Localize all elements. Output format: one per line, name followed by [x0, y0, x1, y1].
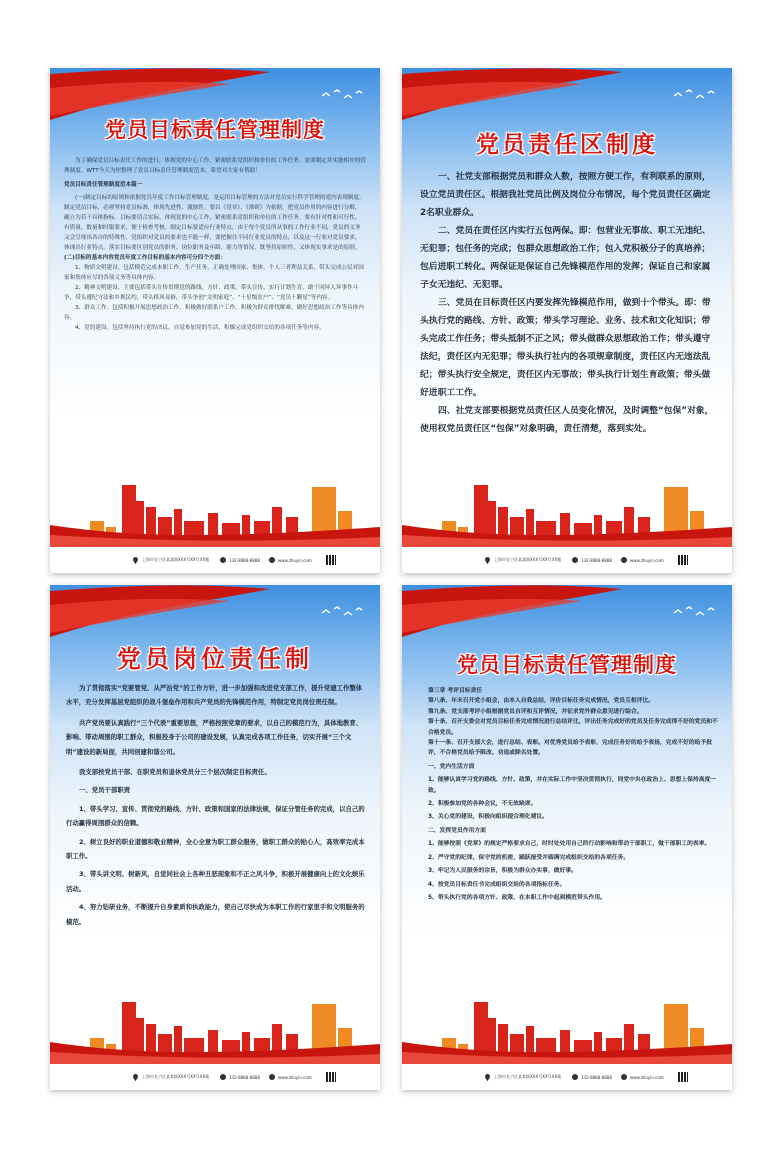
- body-paragraph: 4、按党员目标责任书完成组织交给的各项指标任务。: [428, 881, 566, 888]
- poster-body: [66, 681, 366, 929]
- footer-website: www.zhuyin.com: [630, 557, 664, 563]
- location-pin-icon: [132, 1074, 139, 1081]
- qr-code-icon: [326, 1072, 336, 1082]
- poster-2: [402, 68, 732, 573]
- location-pin-icon: [484, 1074, 491, 1081]
- body-paragraph: 2、积极参加党的各种会议，不无故缺席。: [428, 801, 537, 808]
- section-heading: 一、党员干部职责: [79, 786, 131, 795]
- qr-code-icon: [326, 555, 336, 565]
- footer-phone: 132-8888-8888: [229, 557, 260, 563]
- city-skyline-decoration: [50, 477, 380, 547]
- qr-code-icon: [678, 555, 688, 565]
- location-pin-icon: [484, 557, 491, 564]
- body-paragraph: 为了确保党员目标责任工作的进行，体现党的中心工作，紧密联系党组织和单位的工作任务，需要制定并实施相应的管理制度。WTT今天为你整理了党员目标责任管理制度范本，希望对大家有帮助！: [64, 158, 366, 174]
- body-paragraph: 5、带头执行党的各项方针、政策，在本职工作中起到模范带头作用。: [428, 894, 606, 901]
- qr-code-icon: [678, 1072, 688, 1082]
- body-paragraph: 第十一条、召开支部大会，进行总结、表彰。对优秀党员给予表彰，完成任务好的给予表扬，完成不好的给予批评，不合格党员给予限改、劝退或除名处置。: [428, 740, 713, 757]
- body-paragraph: 三、党员在目标责任区内要发挥先锋模范作用，做到十个带头。即：带头执行党的路线、方针、政策；带头学习理论、业务、技术和文化知识；带头完成工作任务；带头抵制不正之风；带头做群众思想政治工作；带头遵守法纪，责任区内无犯罪；带头执行社内的各项规章制度，责任区内无违法乱纪；带头执行安全规定，责任区内无事故；带头执行计划生育政策；带头做好进职工工作。: [420, 298, 711, 398]
- body-paragraph: 一、社党支部根据党员和群众人数，按照方便工作，有利联系的原则，设立党员责任区。根据我社党员比例及岗位分布情况，每个党员责任区确定2名职业群众。: [420, 172, 711, 218]
- body-paragraph: 3、牢记为人民服务的宗旨，积极为群众办实事，做好事。: [428, 868, 577, 875]
- globe-icon: [269, 557, 275, 563]
- section-heading: 党员目标责任管理制度范本篇一: [64, 182, 143, 188]
- poster-footer: [50, 547, 380, 573]
- body-paragraph: 二、党员在责任区内实行五包两保。即：包营业无事故、职工无违纪、无犯罪；包任务的完成；包群众思想政治工作；包入党积极分子的真培养；包后进职工转化。两保证是保证自己先锋模范作用的发挥；保证自己和家属子女无违纪、无犯罪。: [420, 226, 711, 290]
- footer-website: www.zhuyin.com: [278, 1074, 312, 1080]
- footer-phone: 132-8888-8888: [581, 557, 612, 563]
- body-paragraph: 3、群众工作。包括积极开展思想政治工作，积极做好联系户工作，积极为群众排忧解难，做好思想政治工作等具体内容。: [64, 305, 364, 321]
- body-paragraph: 4、党的建设。包括坚持执行党的决议，自觉参加党的生活，积极完成党组织交给的各项任务等内容。: [75, 325, 325, 331]
- birds-icon: [672, 605, 718, 625]
- body-paragraph: 2、精神文明建设。主要包括带头宣传贯彻党的路线、方针、政策，带头宣传、实行计划生育，敢于同坏人坏事作斗争，带头遵纪守法和乡规民约，带头移风易俗，带头争创“文明家庭”、“十星级农户”、“党员十颗星”等内容。: [64, 285, 359, 301]
- body-paragraph: 3、关心党的建设，积极向组织提合理化建议。: [428, 814, 548, 821]
- body-paragraph: 第九条、党支部考评小组根据党员自评和互评情况，并征求党外群众意见进行综合。: [428, 708, 643, 715]
- city-skyline-decoration: [50, 994, 380, 1064]
- section-heading: 第三章 考评目标责任: [428, 688, 483, 694]
- poster-1: [50, 68, 380, 573]
- section-heading: 一、党内生活方面: [428, 763, 475, 770]
- poster-4: [402, 585, 732, 1090]
- poster-body: [428, 686, 718, 903]
- page-title: 党员岗位责任制: [117, 645, 313, 673]
- poster-footer: [402, 547, 732, 573]
- section-heading: (二)目标的基本内容党员年度工作目标的基本内容可分四个方面：: [64, 255, 226, 261]
- globe-icon: [269, 1074, 275, 1080]
- footer-phone: 132-8888-8888: [229, 1074, 260, 1080]
- body-paragraph: 第十条、召开支委会对党员目标任务完成情况进行总结评比，评出任务完成好的党员及任务完成得不好的党员和不合格党员。: [428, 719, 718, 736]
- poster-footer: [50, 1064, 380, 1090]
- body-paragraph: 四、社党支部要根据党员责任区人员变化情况，及时调整“包保”对象，使用权党员责任区“包保”对象明确，责任清楚，落到实处。: [420, 406, 714, 434]
- phone-icon: [220, 1074, 226, 1080]
- poster-3: [50, 585, 380, 1090]
- body-paragraph: 为了贯彻落实“党要管党、从严治党”的工作方针，进一步加强和改进党支部工作，提升党建工作整体水平，充分发挥基层党组织的战斗堡垒作用和共产党员的先锋模范作用，特制定党员岗位责任制。: [66, 684, 363, 707]
- body-paragraph: (一)制定目标的原则和依据党员年度工作目标管理制度，是运用目标管理的方法对党员实行科学管理的党内表现制度。制定党员目标，必须坚持党员标准，体现先进性、激励性。要以《党章》、《准则》为依据，把党员作用的内容进行分解，确立为若干具体指标。目标要切合实际，体现党的中心工作，紧密联系党组织和单位的工作任务。要有针对性和可行性，有质量、数量和时限要求，便于检查考核。制定目标要适应行业特点，由于每个党员所从事的工作行业不同，党员的义务又会呈现出各自的特殊性，党组织对党员的要求也不能一样，要把握住不同行业党员的特点，以及这一行业对党员要求，体现出行业特点。落实目标要区别党员的职务、岗位职务及年龄、能力等情况，既坚持原则性，又体现实事求是的原则。: [64, 195, 365, 251]
- phone-icon: [220, 557, 226, 563]
- footer-address: 上海市长宁区某某路XXX号XX号XX楼: [494, 1074, 562, 1079]
- poster-body: [64, 156, 366, 333]
- phone-icon: [572, 1074, 578, 1080]
- birds-icon: [320, 605, 366, 625]
- page-title: 党员责任区制度: [476, 132, 658, 158]
- body-paragraph: 1、能够按照《党章》的规定严格要求自己，时时处处用自己的行动影响和带动干部职工，做干部职工的表率。: [428, 841, 711, 848]
- footer-address: 上海市长宁区某某路XXX号XX号XX楼: [142, 1074, 210, 1079]
- body-paragraph: 2、树立良好的职业道德和敬业精神，全心全意为职工群众服务，做职工群众的贴心人，高效率完成本职工作。: [66, 837, 365, 861]
- body-paragraph: 我支部按党员干部、在职党员和退休党员分三个层次制定目标责任。: [79, 768, 271, 777]
- birds-icon: [320, 88, 366, 108]
- footer-website: www.zhuyin.com: [278, 557, 312, 563]
- body-paragraph: 第八条、年末召开党小组会，由本人自我总结，评价目标任务完成情况，党员互相评比。: [428, 698, 655, 705]
- body-paragraph: 共产党员要认真践行“三个代表”重要思想，严格按照党章的要求，以自己的模范行为，具体地教育、影响、带动周围的职工群众，积极投身于公司的建设发展，认真完成各项工作任务，切实开展“三个文明”建设的新局面，共同创建和谐公司。: [66, 718, 363, 756]
- body-paragraph: 1、物质文明建设。包括模范完成本职工作、生产任务，正确处理国家、集体、个人三者利益关系，带头完成公民对国家和集体应尽的各项义务等具体内容。: [64, 265, 364, 281]
- footer-phone: 132-8888-8888: [581, 1074, 612, 1080]
- body-paragraph: 3、带头讲文明、树新风，自觉同社会上各种丑恶现象和不正之风斗争，积极开展健康向上的文化娱乐活动。: [66, 870, 365, 893]
- poster-body: [420, 168, 716, 438]
- section-heading: 二、发挥党员作用方面: [428, 827, 486, 834]
- page-title: 党员目标责任管理制度: [457, 653, 677, 677]
- birds-icon: [672, 88, 718, 108]
- body-paragraph: 2、严守党的纪律，保守党的机密，踊跃接受并圆满完成组织交给的各项任务。: [428, 854, 630, 861]
- phone-icon: [572, 557, 578, 563]
- city-skyline-decoration: [402, 477, 732, 547]
- poster-footer: [402, 1064, 732, 1090]
- city-skyline-decoration: [402, 994, 732, 1064]
- footer-address: 上海市长宁区某某路XXX号XX号XX楼: [142, 557, 210, 562]
- location-pin-icon: [132, 557, 139, 564]
- globe-icon: [621, 1074, 627, 1080]
- footer-address: 上海市长宁区某某路XXX号XX号XX楼: [494, 557, 562, 562]
- page-title: 党员目标责任管理制度: [105, 118, 325, 142]
- globe-icon: [621, 557, 627, 563]
- body-paragraph: 1、能够认真学习党的路线、方针、政策，并在实际工作中坚决贯彻执行，同党中央在政治上、思想上保持高度一致。: [428, 777, 717, 794]
- footer-website: www.zhuyin.com: [630, 1074, 664, 1080]
- body-paragraph: 1、带头学习、宣传、贯彻党的路线、方针、政策和国家的法律法规，保证分管任务的完成，以自己的行动赢得周围群众的信赖。: [66, 804, 365, 828]
- body-paragraph: 4、努力钻研业务，不断提升自身素质和执政能力，使自己尽快成为本职工作的行家里手和文明服务的模范。: [66, 903, 365, 926]
